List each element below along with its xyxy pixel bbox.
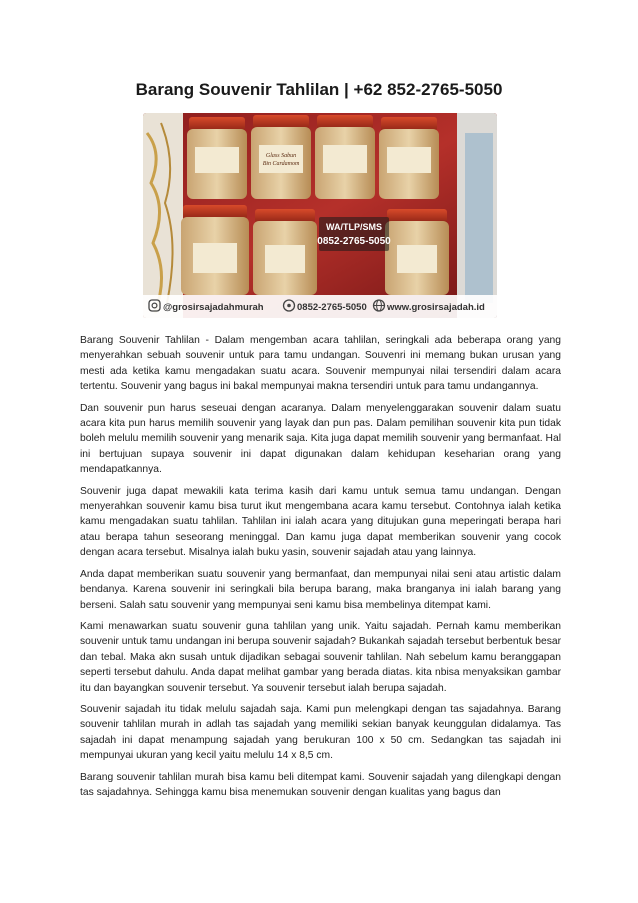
product-photo — [143, 113, 497, 318]
paragraph: Souvenir sajadah itu tidak melulu sajadah saja. Kami pun melengkapi dengan tas sajadahnya. Barang souvenir tahlilan murah in adlah tas sajadah yang memiliki sekian banyak keunggulan didalamya. Tas sajadah ini dapat menampung sajadah yang berukuran 100 x 50 cm. Sedangkan tas sajadah ini mempunyai ukuran yang kecil yaitu melulu 14 x 8,5 cm. — [80, 703, 561, 762]
footer-instagram: @grosirsajadahmurah — [163, 302, 264, 313]
paragraph: Anda dapat memberikan suatu souvenir yang bermanfaat, dan mempunyai nilai seni atau artistic dalam bendanya. Karena souvenir ini seringkali bila berupa barang, maka branganya ini ialah barang yang berseni. Salah satu souvenir yang mempunyai seni kamu bisa membelinya ditempat kami. — [80, 568, 561, 611]
paragraph: Souvenir juga dapat mewakili kata terima kasih dari kamu untuk semua tamu undangan. Dengan menyerahkan souvenir kamu bisa turut ikut mengembana acara kamu tersebut. Contohnya ialah ketika kamu mengadakan suatu tahlilan. Tahlilan ini ialah acara yang ditujukan guna meperingati berapa hari atau berapa tahun seseorang meninggal. Dan kamu juga dapat memberikan souvenir yang cocok dengan acara tersebut. Misalnya ialah buku yasin, souvenir sajadah atau yang lainnya. — [80, 485, 561, 559]
overlay-phone: 0852-2765-5050 — [317, 236, 391, 247]
footer-website: www.grosirsajadah.id — [387, 302, 485, 313]
paragraph: Barang souvenir tahlilan murah bisa kamu beli ditempat kami. Souvenir sajadah yang dilengkapi dengan tas sajadahnya. Sehingga kamu bisa menemukan souvenir dengan kualitas yang bagus dan — [80, 771, 561, 798]
footer-phone: 0852-2765-5050 — [297, 302, 367, 313]
article-body — [80, 333, 561, 806]
jar-label-line1: Glass Sabun — [265, 153, 297, 159]
paragraph: Dan souvenir pun harus seseuai dengan acaranya. Dalam menyelenggarakan souvenir dalam suatu acara kita pun harus memilih souvenir yang layak dan pun pas. Dalam pemilihan souvenir kita pun tidak boleh melulu memilih souvenir yang menarik saja. Kita juga dapat memilih souvenir yang bermanfaat. Hal ini bertujuan supaya souvenir ini dapat digunakan dalam kehidupan keseharian orang yang mendapatkannya. — [80, 402, 561, 476]
jar-row-bottom — [181, 205, 449, 295]
paragraph: Barang Souvenir Tahlilan - Dalam mengemban acara tahlilan, seringkali ada beberapa orang yang menyerahkan sebuah souvenir untuk para tamu undangan. Souvenri ini memang bukan urusan yang mesti ada ketika kamu mengadakan suatu acara. Souvenir mempunyai nilai tersendiri dalam acara tertentu. Souvenir yang bagus ini bakal mempunyai makna tersendiri untuk para tamu undangannya. — [80, 335, 561, 393]
document-title: Barang Souvenir Tahlilan | +62 852-2765-5050 — [135, 80, 503, 99]
jar-label-line2: Bin Cardamom — [262, 161, 300, 167]
paragraph: Kami menawarkan suatu souvenir guna tahlilan yang unik. Yaitu sajadah. Pernah kamu memberikan souvenir untuk tamu undangan ini berupa souvenir sajadah? Bukankah sajadah tersebut berbentuk besar dan tebal. Maka akn susah untuk dijadikan sebagai souvenir tahlilan. Nah sebelum kamu beranggapan seperti tersebut dahulu. Anda dapat melihat gambar yang berada diatas. kita nbisa menyaksikan gambar itu dan bayangkan souvenir tersebut. Ya souvenir tersebut ialah berupa sajadah. — [80, 620, 561, 694]
overlay-label: WA/TLP/SMS — [326, 222, 382, 232]
